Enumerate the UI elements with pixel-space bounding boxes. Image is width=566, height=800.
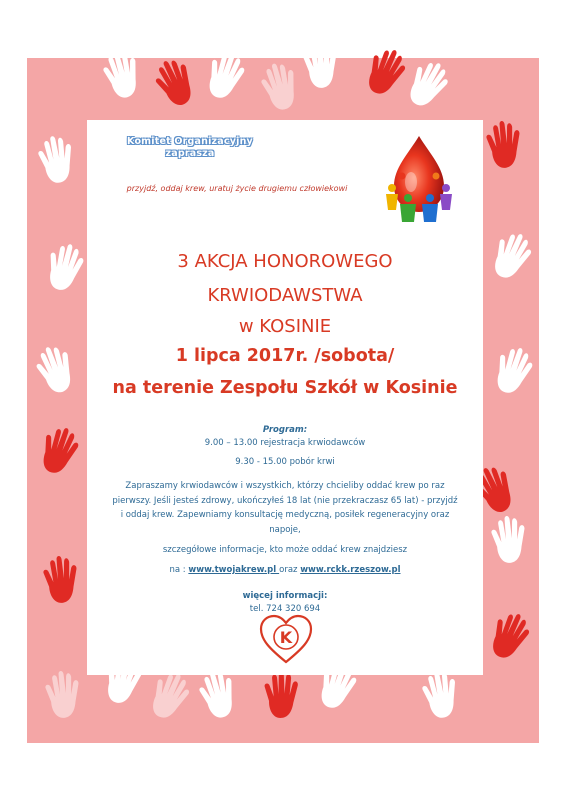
committee-heading <box>115 136 265 160</box>
event-location: na terenie Zespołu Szkół w Kosinie <box>112 378 458 398</box>
link-twojakrew[interactable]: www.twojakrew.pl <box>188 565 280 575</box>
title-line-1: 3 AKCJA HONOROWEGO <box>177 251 393 272</box>
committee-line1: Komitet Organizacyjny <box>127 136 253 147</box>
title-line-3: w KOSINIE <box>238 316 332 337</box>
heart-k-logo-icon <box>258 613 314 665</box>
more-info-label: więcej informacji: <box>242 591 328 601</box>
title-line-2: KRWIODAWSTWA <box>207 285 363 306</box>
link-rckk-rzeszow[interactable]: www.rckk.rzeszow.pl <box>300 565 401 575</box>
slogan: przyjdź, oddaj krew, uratuj życie drugiemu człowiekowi <box>126 184 348 193</box>
program-item-registration: 9.00 – 13.00 rejestracja krwiodawców <box>204 438 366 448</box>
blood-drop-people-icon <box>378 134 460 226</box>
invitation-text: Zapraszamy krwiodawców i wszystkich, którzy chcieliby oddać krew po raz pierwszy. Jeśli jesteś zdrowy, ukończyłeś 18 lat (nie przekraczasz 65 lat) - przyjdź i oddaj krew. Zapewniamy konsultację medyczną, posiłek regeneracyjny oraz napoje, <box>112 481 458 535</box>
links-line <box>87 563 483 577</box>
links-prefix: na : <box>169 565 189 575</box>
committee-line2: zaprasza <box>165 148 215 159</box>
links-middle: oraz <box>279 565 301 575</box>
details-text: szczegółowe informacje, kto może oddać krew znajdziesz <box>162 545 408 555</box>
program-item-collection: 9.30 - 15.00 pobór krwi <box>235 457 335 467</box>
heart-logo-letter: K <box>279 628 293 647</box>
phone-number: tel. 724 320 694 <box>249 604 321 614</box>
program-title: Program: <box>262 425 308 435</box>
event-date: 1 lipca 2017r. /sobota/ <box>175 346 395 366</box>
